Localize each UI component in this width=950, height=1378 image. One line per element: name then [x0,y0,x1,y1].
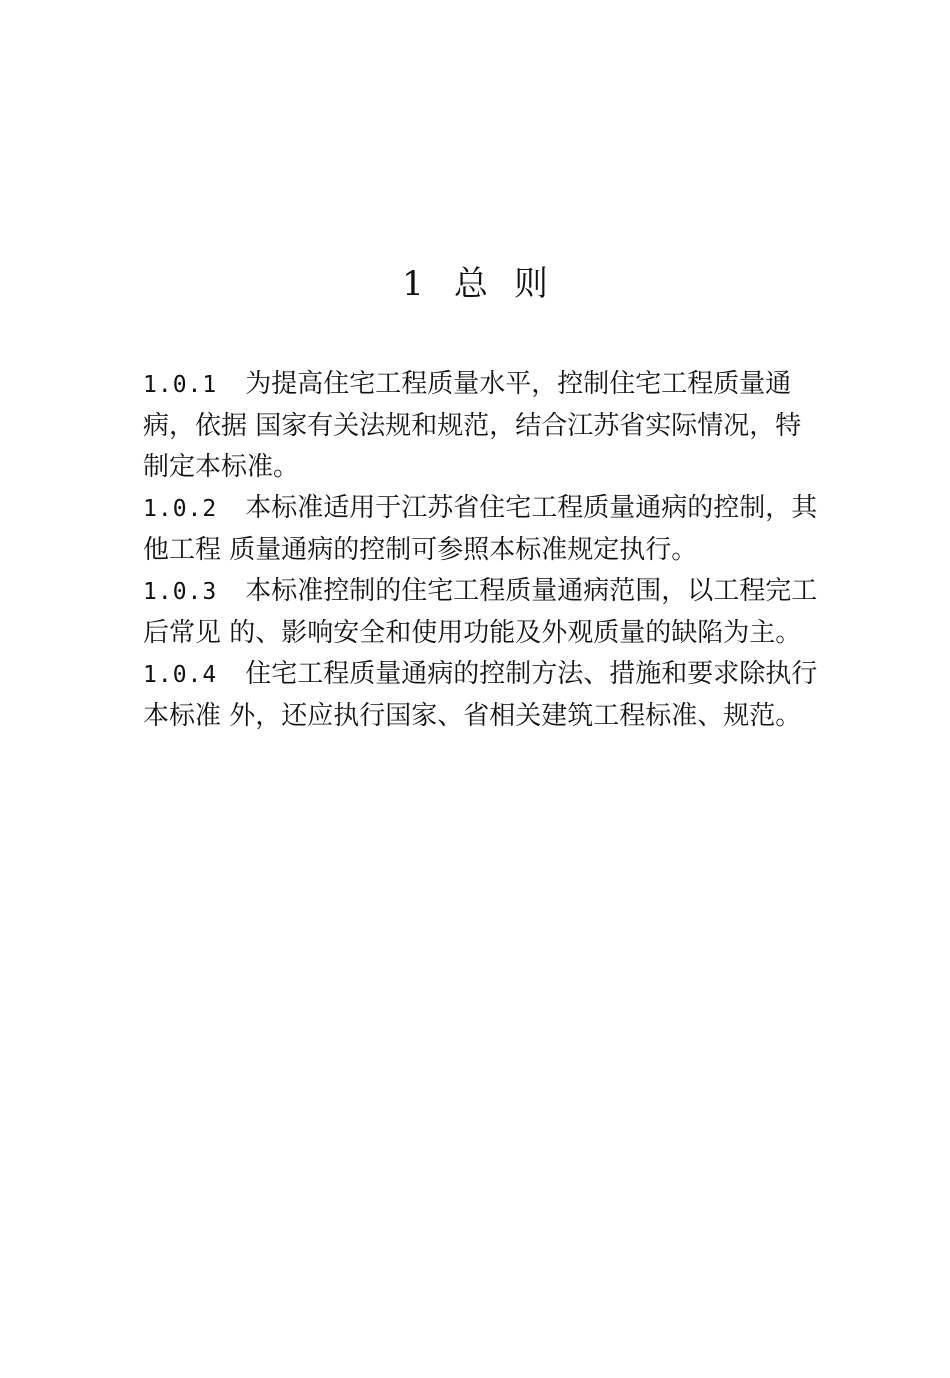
clause-text: 住宅工程质量通病的控制方法、措施和要求除执行本标准 外，还应执行国家、省相关建筑工程标准、规范。 [143,659,818,731]
clause-1-0-4 [143,654,825,737]
clause-1-0-1 [143,364,825,488]
clause-1-0-2 [143,488,825,571]
clause-text: 为提高住宅工程质量水平，控制住宅工程质量通病，依据 国家有关法规和规范，结合江苏省实际情况，特制定本标准。 [143,369,802,482]
chapter-body [143,364,825,737]
clause-code: 1.0.1 [143,372,218,398]
clause-text: 本标准控制的住宅工程质量通病范围，以工程完工后常见 的、影响安全和使用功能及外观质量的缺陷为主。 [143,576,818,648]
chapter-title [0,258,950,310]
clause-1-0-3 [143,571,825,654]
clause-code: 1.0.3 [143,579,218,605]
clause-code: 1.0.4 [143,662,218,688]
chapter-number: 1 [402,264,424,304]
chapter-title-part1: 总 [453,264,488,304]
chapter-title-part2: 则 [513,264,548,304]
clause-text: 本标准适用于江苏省住宅工程质量通病的控制，其他工程 质量通病的控制可参照本标准规定执行。 [143,493,818,565]
clause-code: 1.0.2 [143,496,218,522]
